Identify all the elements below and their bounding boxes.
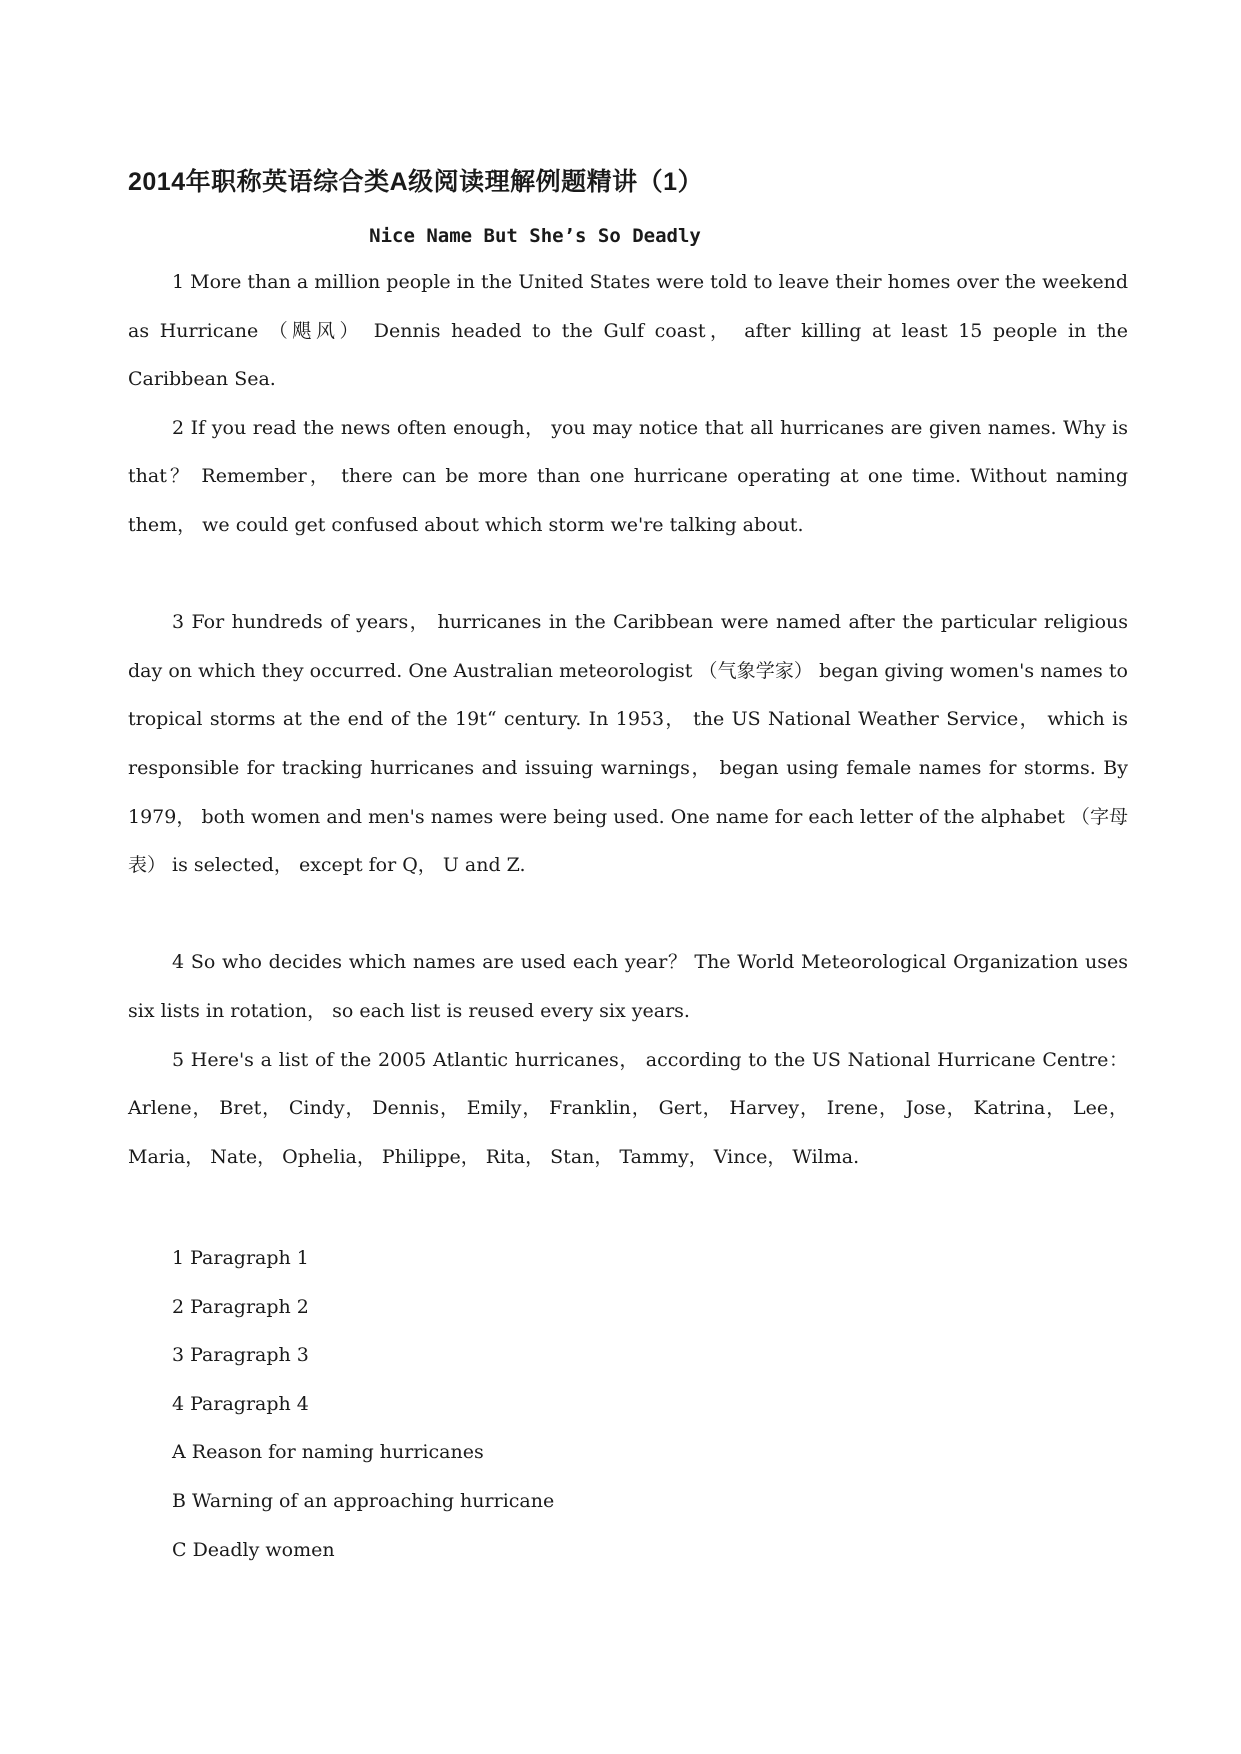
question-item: 4 Paragraph 4 — [172, 1392, 309, 1415]
question-list — [172, 1234, 554, 1574]
question-item: 2 Paragraph 2 — [172, 1295, 309, 1318]
option-item: C Deadly women — [172, 1538, 335, 1561]
paragraph-5: 5 Here's a list of the 2005 Atlantic hurricanes， according to the US National Hurricane Centre： Arlene， Bret， Cindy， Dennis， Emily， Franklin， Gert， Harvey， Irene， Jose， Katrina， Lee， Maria， Nate， Ophelia， Philippe， Rita， Stan， Tammy， Vince， Wilma. — [128, 1048, 1128, 1168]
article-body — [128, 258, 1128, 1181]
paragraph-1: 1 More than a million people in the United States were told to leave their homes over the weekend as Hurricane （飓风） Dennis headed to the Gulf coast， after killing at least 15 people in the Caribbean Sea. — [128, 271, 1128, 391]
article-title: Nice Name But She’s So Deadly — [369, 225, 701, 247]
option-item: B Warning of an approaching hurricane — [172, 1489, 555, 1512]
paragraph-4: 4 So who decides which names are used each year？ The World Meteorological Organization uses six lists in rotation， so each list is reused every six years. — [128, 951, 1128, 1022]
paragraph-2: 2 If you read the news often enough， you may notice that all hurricanes are given names. Why is that？ Remember， there can be more than one hurricane operating at one time. Without naming them， we could get confused about which storm we're talking about. — [128, 416, 1128, 536]
paragraph-3: 3 For hundreds of years， hurricanes in the Caribbean were named after the particular religious day on which they occurred. One Australian meteorologist （气象学家） began giving women's names to tropical storms at the end of the 19t“ century. In 1953， the US National Weather Service， which is responsible for tracking hurricanes and issuing warnings， began using female names for storms. By 1979， both women and men's names were being used. One name for each letter of the alphabet （字母表） is selected， except for Q， U and Z. — [128, 611, 1128, 877]
question-item: 1 Paragraph 1 — [172, 1247, 309, 1269]
question-item: 3 Paragraph 3 — [172, 1344, 309, 1367]
option-item: A Reason for naming hurricanes — [172, 1441, 484, 1464]
page-title: 2014年职称英语综合类A级阅读理解例题精讲（1） — [128, 168, 704, 196]
